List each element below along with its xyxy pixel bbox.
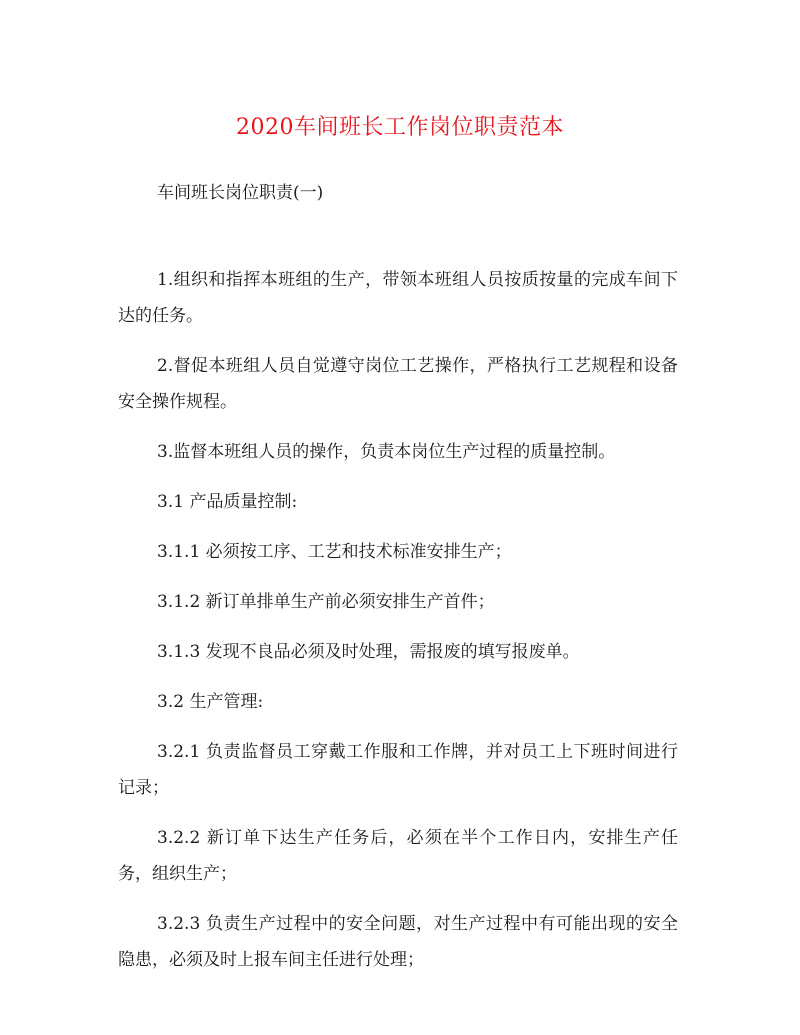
paragraph-3-2-3: 3.2.3 负责生产过程中的安全问题，对生产过程中有可能出现的安全隐患，必须及时上报车间主任进行处理； [118, 914, 678, 970]
paragraph-3-1: 3.1 产品质量控制: [157, 492, 298, 512]
paragraph-3-1-1: 3.1.1 必须按工序、工艺和技术标准安排生产； [157, 542, 512, 562]
paragraph-2: 2.督促本班组人员自觉遵守岗位工艺操作，严格执行工艺规程和设备安全操作规程。 [118, 356, 678, 412]
paragraph-3-2-2: 3.2.2 新订单下达生产任务后，必须在半个工作日内，安排生产任务，组织生产； [118, 828, 678, 884]
paragraph-3: 3.监督本班组人员的操作，负责本岗位生产过程的质量控制。 [157, 442, 616, 462]
section-heading: 车间班长岗位职责(一) [157, 183, 324, 203]
paragraph-3-2-1: 3.2.1 负责监督员工穿戴工作服和工作牌，并对员工上下班时间进行记录； [118, 742, 678, 798]
paragraph-3-1-3: 3.1.3 发现不良品必须及时处理，需报废的填写报废单。 [157, 642, 580, 662]
document-title: 2020车间班长工作岗位职责范本 [236, 115, 564, 140]
paragraph-3-2: 3.2 生产管理: [157, 692, 264, 712]
document-body [118, 262, 678, 992]
paragraph-3-1-2: 3.1.2 新订单排单生产前必须安排生产首件； [157, 592, 495, 612]
paragraph-1: 1.组织和指挥本班组的生产，带领本班组人员按质按量的完成车间下达的任务。 [118, 270, 678, 326]
